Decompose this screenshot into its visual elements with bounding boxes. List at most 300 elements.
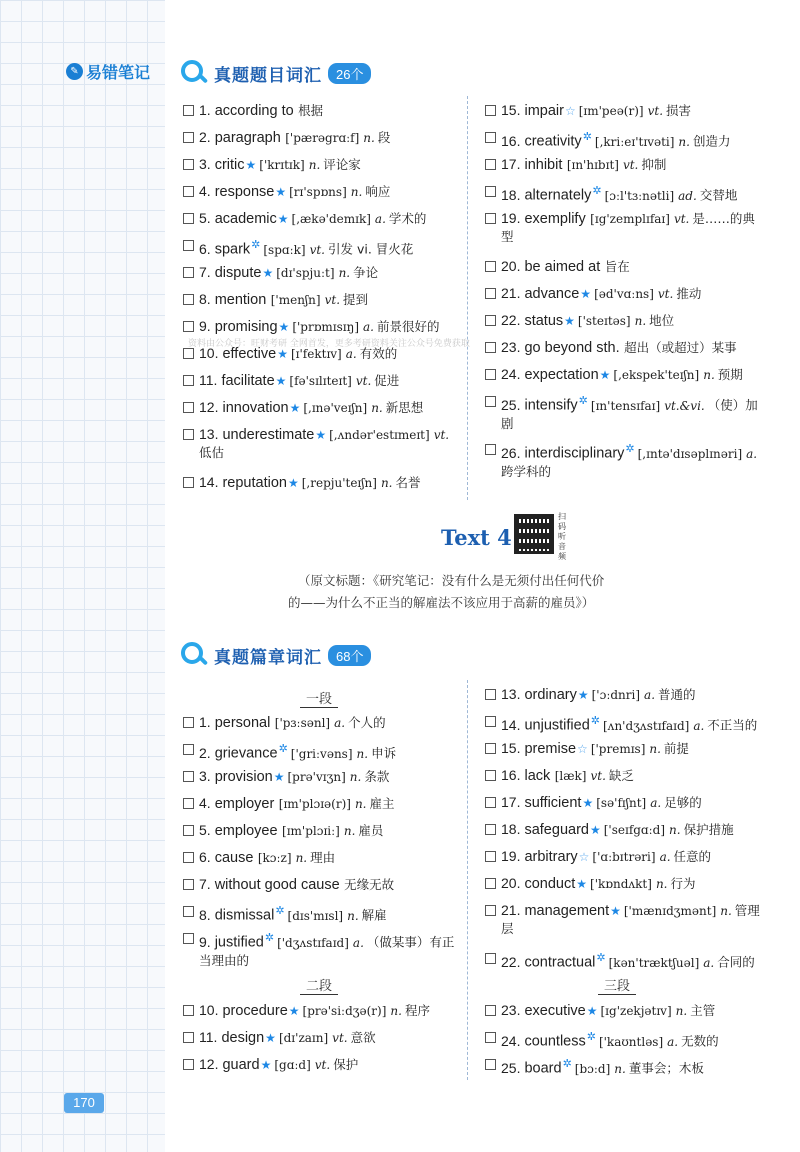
vocab-item: [183, 155, 463, 182]
checkbox[interactable]: [183, 240, 194, 251]
meaning: 旨在: [604, 259, 630, 274]
phonetic: [fə'sɪlɪteɪt]: [289, 374, 352, 388]
solid-star-icon: ★: [245, 158, 257, 172]
solid-star-icon: ★: [273, 770, 285, 784]
watermark-text: 资料由公众号：旺财考研 全网首发，更多考研资料关注公众号免费获取: [188, 339, 470, 349]
vocab-word: advance: [524, 286, 580, 302]
solid-star-icon: ★: [577, 688, 589, 702]
burst-star-icon: ✲: [582, 130, 592, 143]
text-heading: Text 4: [441, 525, 512, 550]
part-of-speech: a.: [352, 935, 364, 950]
meaning: 缺乏: [608, 768, 634, 783]
section-title: 真题篇章词汇: [214, 647, 322, 668]
item-number: 1.: [199, 102, 211, 118]
phonetic: [ɪg'zemplɪfaɪ]: [590, 212, 670, 226]
meaning: 名誉: [395, 475, 421, 490]
vocab-word: response: [214, 184, 275, 200]
vocab-entry: [199, 740, 396, 763]
vocab-item: [183, 1001, 463, 1028]
phonetic: [ɪm'plɔɪiː]: [282, 824, 340, 838]
checkbox[interactable]: [183, 825, 194, 836]
checkbox[interactable]: [183, 744, 194, 755]
magnifier-icon: [180, 59, 208, 87]
vocab-item: [183, 398, 463, 425]
part-of-speech: vt.: [622, 158, 639, 172]
vocab-entry: [501, 284, 701, 303]
solid-star-icon: ★: [599, 368, 611, 382]
vocab-item: [485, 440, 775, 488]
checkbox[interactable]: [183, 771, 194, 782]
vocab-item: [183, 371, 463, 398]
vocab-entry: [199, 290, 368, 309]
checkbox[interactable]: [485, 878, 496, 889]
vocab-item: [485, 128, 775, 155]
brand-logo: [66, 60, 150, 83]
vocab-word: ordinary: [524, 687, 577, 703]
vocab-entry: [501, 685, 696, 704]
column-divider: [467, 96, 468, 500]
vocab-item: [485, 284, 775, 311]
checkbox[interactable]: [183, 132, 194, 143]
vocab-word: intensify: [524, 397, 578, 414]
checkbox[interactable]: [183, 717, 194, 728]
item-number: 5.: [199, 822, 211, 838]
checkbox[interactable]: [485, 369, 496, 380]
meaning: （做某事）有正当理由的: [199, 934, 455, 968]
word-count-badge: 68个: [328, 645, 371, 666]
part-of-speech: n.: [338, 266, 351, 280]
vocab-word: academic: [214, 211, 277, 227]
meaning: 有效的: [359, 346, 398, 361]
checkbox[interactable]: [485, 288, 496, 299]
part-of-speech: vt.: [590, 769, 606, 783]
part-of-speech: vt.: [433, 428, 450, 442]
checkbox[interactable]: [485, 824, 496, 835]
vocab-entry: [199, 929, 463, 970]
vocab-entry: [501, 182, 737, 205]
vocab-word: according to: [214, 103, 294, 119]
solid-star-icon: ★: [576, 877, 588, 891]
phonetic: ['pɜːsənl]: [274, 716, 331, 730]
vocab-entry: [501, 712, 757, 735]
checkbox[interactable]: [183, 798, 194, 809]
meaning: 个人的: [348, 715, 386, 730]
vocab-word: arbitrary: [524, 849, 578, 865]
meaning: 主管: [690, 1003, 716, 1018]
part-of-speech: a.: [746, 446, 758, 461]
checkbox[interactable]: [183, 852, 194, 863]
meaning: 引发 vi. 冒火花: [328, 241, 414, 257]
item-number: 18.: [501, 186, 521, 203]
vocab-word: grievance: [214, 745, 278, 762]
phonetic: [bɔːd]: [574, 1061, 611, 1076]
checkbox[interactable]: [485, 342, 496, 353]
vocab-entry: [501, 209, 765, 246]
meaning: 提到: [343, 292, 369, 307]
item-number: 12.: [199, 1056, 219, 1072]
part-of-speech: n.: [349, 770, 362, 784]
checkbox[interactable]: [485, 315, 496, 326]
vocab-word: go beyond sth.: [524, 340, 620, 356]
phonetic: [gɑːd]: [274, 1058, 311, 1072]
item-number: 4.: [199, 183, 211, 199]
solid-star-icon: ★: [275, 185, 287, 199]
meaning: 意欲: [350, 1030, 376, 1045]
phonetic: ['dʒʌstɪfaɪd]: [277, 935, 349, 950]
checkbox[interactable]: [183, 1005, 194, 1016]
checkbox[interactable]: [183, 429, 194, 440]
vocab-column-right: [485, 685, 775, 976]
part-of-speech: a.: [345, 347, 357, 361]
vocab-item: [183, 848, 463, 875]
burst-star-icon: ✲: [625, 442, 635, 455]
item-number: 18.: [501, 821, 521, 837]
item-number: 20.: [501, 258, 521, 274]
meaning: 损害: [666, 103, 692, 118]
vocab-word: conduct: [524, 876, 576, 892]
part-of-speech: a.: [703, 955, 715, 970]
vocab-item: [183, 263, 463, 290]
meaning: 推动: [676, 286, 702, 301]
burst-star-icon: ✲: [275, 904, 285, 917]
vocab-word: spark: [214, 241, 251, 258]
checkbox[interactable]: [485, 797, 496, 808]
checkbox[interactable]: [485, 261, 496, 272]
checkbox[interactable]: [183, 186, 194, 197]
phonetic: [prə'vɪʒn]: [287, 770, 346, 784]
phonetic: ['pærəgrɑːf]: [285, 131, 360, 145]
phonetic: ['premɪs]: [590, 742, 646, 756]
vocab-entry: [199, 1055, 358, 1074]
phonetic: [ɪn'tensɪfaɪ]: [590, 398, 661, 413]
item-number: 23.: [501, 339, 521, 355]
item-number: 11.: [199, 372, 218, 388]
phonetic: [,ɪntə'dɪsəplɪnəri]: [637, 446, 743, 461]
meaning: 超出（或超过）某事: [624, 340, 737, 355]
part-of-speech: n.: [634, 314, 647, 328]
meaning: 创造力: [692, 133, 731, 149]
checkbox[interactable]: [183, 321, 194, 332]
vocab-entry: [199, 902, 387, 925]
phonetic: [,ʌndər'estɪmeɪt]: [329, 428, 430, 442]
vocab-entry: [501, 101, 691, 120]
part-of-speech: vt.: [314, 1058, 331, 1072]
vocab-word: paragraph: [214, 130, 281, 146]
part-of-speech: vt.: [332, 1031, 348, 1045]
vocab-word: innovation: [222, 400, 289, 416]
part-of-speech: a.: [659, 850, 671, 864]
vocab-entry: [501, 311, 674, 330]
vocab-entry: [199, 425, 463, 462]
checkbox[interactable]: [183, 1032, 194, 1043]
checkbox[interactable]: [183, 879, 194, 890]
phonetic: [dɪs'mɪsl]: [287, 908, 344, 923]
part-of-speech: a.: [363, 320, 374, 334]
vocab-word: design: [221, 1030, 265, 1046]
checkbox[interactable]: [485, 159, 496, 170]
vocab-item: [485, 793, 775, 820]
part-of-speech: n.: [649, 742, 661, 756]
checkbox[interactable]: [183, 213, 194, 224]
meaning: 申诉: [371, 745, 397, 761]
part-of-speech: n.: [343, 824, 356, 838]
checkbox[interactable]: [183, 477, 194, 488]
part-of-speech: vt.: [673, 212, 690, 226]
checkbox[interactable]: [485, 186, 496, 197]
item-number: 19.: [501, 210, 521, 226]
magnifier-icon: [180, 641, 208, 669]
checkbox[interactable]: [485, 905, 496, 916]
meaning: 任意的: [673, 849, 712, 864]
meaning: 抑制: [641, 157, 667, 172]
phonetic: [ɪg'zekjətɪv]: [600, 1004, 672, 1018]
vocab-word: dispute: [214, 265, 262, 281]
phonetic: [spɑːk]: [263, 242, 306, 257]
vocab-item: [485, 182, 775, 209]
solid-star-icon: ★: [315, 428, 327, 442]
qr-code-icon[interactable]: [514, 514, 554, 554]
burst-star-icon: ✲: [596, 951, 606, 964]
solid-star-icon: ★: [277, 347, 288, 361]
checkbox[interactable]: [485, 444, 496, 455]
vocab-word: inhibit: [524, 157, 563, 173]
item-number: 21.: [501, 902, 521, 918]
checkbox[interactable]: [183, 906, 194, 917]
vocab-item: [183, 473, 463, 500]
part-of-speech: n.: [675, 1004, 688, 1018]
phonetic: [ɪ'fektɪv]: [290, 347, 342, 361]
checkbox[interactable]: [183, 375, 194, 386]
solid-star-icon: ★: [289, 401, 301, 415]
item-number: 12.: [199, 399, 219, 415]
vocab-entry: [501, 365, 743, 384]
vocab-item: [485, 874, 775, 901]
vocab-word: reputation: [222, 475, 287, 491]
solid-star-icon: ★: [580, 287, 592, 301]
phonetic: ['menʃn]: [270, 293, 321, 307]
vocab-item: [485, 338, 775, 365]
meaning: 无数的: [681, 1033, 719, 1049]
burst-star-icon: ✲: [578, 394, 588, 407]
phonetic: [əd'vɑːns]: [594, 287, 654, 301]
phonetic: ['kaʊntləs]: [598, 1034, 664, 1049]
column-divider: [467, 680, 468, 1080]
part-of-speech: n.: [380, 476, 393, 490]
vocab-word: lack: [524, 768, 551, 784]
item-number: 26.: [501, 444, 521, 461]
vocab-item: [485, 101, 775, 128]
part-of-speech: n.: [655, 877, 668, 891]
item-number: 25.: [501, 396, 521, 413]
vocab-entry: [199, 371, 399, 390]
checkbox[interactable]: [183, 159, 194, 170]
vocab-word: facilitate: [221, 373, 275, 389]
item-number: 3.: [199, 768, 211, 784]
checkbox[interactable]: [485, 105, 496, 116]
vocab-word: underestimate: [222, 427, 315, 443]
vocab-word: employee: [214, 823, 278, 839]
phonetic: [læk]: [554, 769, 587, 783]
vocab-item: [485, 155, 775, 182]
meaning: 新思想: [385, 400, 424, 415]
vocab-item: [183, 767, 463, 794]
vocab-entry: [501, 440, 765, 481]
meaning: （使）加剧: [501, 397, 758, 431]
item-number: 1.: [199, 714, 211, 730]
part-of-speech: a.: [667, 1034, 679, 1049]
meaning: 无缘无故: [344, 877, 395, 892]
checkbox[interactable]: [485, 1005, 496, 1016]
checkbox[interactable]: [485, 132, 496, 143]
phonetic: [ɔːl'tɜːnətli]: [604, 188, 675, 203]
item-number: 5.: [199, 210, 211, 226]
vocab-word: procedure: [222, 1003, 288, 1019]
vocab-item: [485, 949, 775, 976]
item-number: 25.: [501, 1059, 521, 1076]
vocab-item: [183, 425, 463, 473]
part-of-speech: n.: [308, 158, 321, 172]
vocab-item: [183, 794, 463, 821]
vocab-column-right: [485, 101, 775, 488]
item-number: 15.: [501, 102, 521, 118]
solid-star-icon: ★: [287, 476, 299, 490]
vocab-entry: [199, 101, 323, 120]
checkbox[interactable]: [183, 267, 194, 278]
solid-star-icon: ★: [278, 320, 290, 334]
phonetic: [kɔːz]: [257, 851, 292, 865]
item-number: 15.: [501, 740, 521, 756]
vocab-word: board: [524, 1060, 562, 1077]
checkbox[interactable]: [183, 105, 194, 116]
phonetic: [prə'siːdʒə(r)]: [302, 1004, 387, 1018]
qr-label: 扫码听音频: [558, 512, 566, 561]
meaning: 是……的典型: [501, 211, 755, 244]
checkbox[interactable]: [485, 689, 496, 700]
item-number: 10.: [199, 345, 219, 361]
vocab-item: [485, 901, 775, 949]
checkbox[interactable]: [485, 743, 496, 754]
vocab-word: justified: [214, 934, 264, 951]
phonetic: ['steɪtəs]: [577, 314, 631, 328]
page-number: 170: [64, 1093, 104, 1113]
vocab-item: [485, 739, 775, 766]
subtitle-line-2: 的——为什么不正当的解雇法不该应用于高薪的雇员》）: [288, 595, 595, 610]
vocab-item: [485, 311, 775, 338]
solid-star-icon: ★: [564, 314, 575, 328]
burst-star-icon: ✲: [251, 238, 261, 251]
solid-star-icon: ★: [277, 212, 289, 226]
part-of-speech: n.: [347, 908, 359, 923]
checkbox[interactable]: [183, 1059, 194, 1070]
vocab-entry: [199, 1028, 376, 1047]
part-of-speech: vt.: [309, 242, 325, 257]
vocab-item: [485, 209, 775, 257]
vocab-entry: [501, 766, 634, 785]
vocab-entry: [199, 473, 421, 492]
meaning: 前景很好的: [376, 319, 440, 334]
burst-star-icon: ✲: [562, 1057, 572, 1070]
checkbox[interactable]: [485, 716, 496, 727]
checkbox[interactable]: [485, 213, 496, 224]
vocab-item: [183, 128, 463, 155]
vocab-entry: [501, 1028, 719, 1051]
phonetic: ['griːvəns]: [290, 746, 353, 761]
meaning: 响应: [365, 184, 391, 199]
vocab-entry: [199, 182, 390, 201]
item-number: 6.: [199, 849, 211, 865]
vocab-word: dismissal: [214, 907, 275, 924]
checkbox[interactable]: [183, 933, 194, 944]
vocab-entry: [501, 847, 711, 866]
vocab-item: [485, 1028, 775, 1055]
vocab-entry: [199, 128, 390, 147]
vocab-word: status: [524, 313, 564, 329]
vocab-word: personal: [214, 715, 271, 731]
phonetic: ['kɒndʌkt]: [590, 877, 652, 891]
vocab-item: [485, 392, 775, 440]
item-number: 10.: [199, 1002, 219, 1018]
vocab-entry: [199, 1001, 430, 1020]
meaning: 学术的: [388, 211, 427, 226]
vocab-entry: [501, 338, 737, 357]
phonetic: [sə'fɪʃnt]: [596, 796, 647, 810]
phonetic: [,ekspek'teɪʃn]: [613, 368, 700, 382]
vocab-word: cause: [214, 850, 254, 866]
checkbox[interactable]: [183, 402, 194, 413]
item-number: 6.: [199, 240, 211, 257]
meaning: 不正当的: [707, 717, 758, 733]
meaning: 合同的: [717, 954, 755, 970]
vocab-word: executive: [524, 1003, 586, 1019]
vocab-word: exemplify: [524, 211, 586, 227]
part-of-speech: n.: [390, 1004, 402, 1018]
checkbox[interactable]: [485, 851, 496, 862]
checkbox[interactable]: [485, 396, 496, 407]
vocab-entry: [501, 793, 702, 812]
vocab-item: [485, 685, 775, 712]
checkbox[interactable]: [485, 953, 496, 964]
vocab-item: [183, 209, 463, 236]
vocab-entry: [199, 713, 386, 732]
item-number: 22.: [501, 953, 521, 970]
checkbox[interactable]: [183, 294, 194, 305]
checkbox[interactable]: [485, 770, 496, 781]
checkbox[interactable]: [485, 1059, 496, 1070]
vocab-entry: [199, 398, 423, 417]
vocab-word: management: [524, 903, 610, 919]
part-of-speech: ad.: [678, 188, 697, 203]
burst-star-icon: ✲: [586, 1030, 596, 1043]
meaning: 雇员: [358, 823, 384, 838]
vocab-word: employer: [214, 796, 275, 812]
meaning: 预期: [717, 367, 743, 382]
vocab-word: creativity: [524, 133, 582, 150]
vocab-word: mention: [214, 292, 267, 308]
item-number: 9.: [199, 318, 211, 334]
vocab-item: [485, 365, 775, 392]
item-number: 2.: [199, 744, 211, 761]
vocab-word: be aimed at: [524, 259, 601, 275]
phonetic: ['mænɪdʒmənt]: [623, 904, 717, 918]
brand-name: 易错笔记: [86, 63, 151, 82]
phonetic: [dɪ'spjuːt]: [276, 266, 335, 280]
vocab-column-left: [183, 1001, 463, 1082]
checkbox[interactable]: [485, 1032, 496, 1043]
part-of-speech: a.: [374, 212, 386, 226]
vocab-entry: [501, 155, 666, 174]
checkbox[interactable]: [183, 348, 194, 359]
meaning: 前提: [663, 741, 689, 756]
